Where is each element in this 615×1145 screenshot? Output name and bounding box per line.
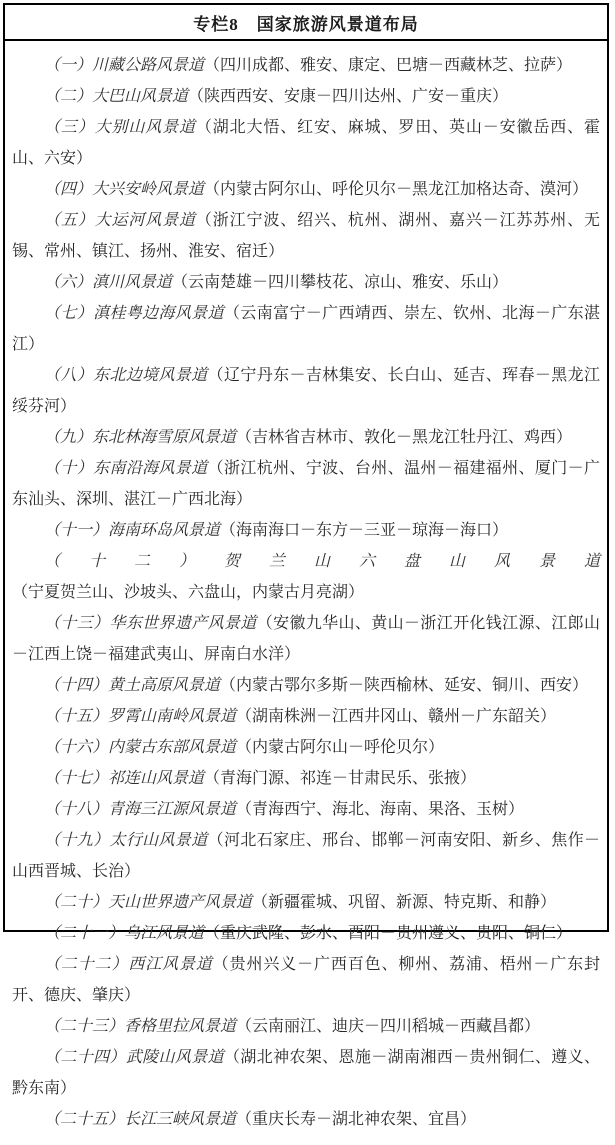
byway-route: （湖北大悟、红安、麻城、罗田、英山－安徽岳西、霍山、六安） bbox=[12, 119, 600, 167]
byway-name: 乌江风景道 bbox=[124, 925, 205, 942]
byway-item bbox=[12, 546, 600, 608]
panel-title: 专栏8 国家旅游风景道布局 bbox=[193, 14, 419, 34]
byway-index: （三） bbox=[44, 119, 95, 136]
byway-route: （重庆长寿－湖北神农架、宜昌） bbox=[236, 1111, 477, 1128]
byway-item bbox=[12, 205, 600, 267]
byway-name: 祁连山风景道 bbox=[108, 770, 205, 787]
byway-route: （安徽九华山、黄山－浙江开化钱江源、江郎山－江西上饶－福建武夷山、屏南白水洋） bbox=[12, 615, 600, 663]
byway-name: 长江三峡风景道 bbox=[124, 1111, 237, 1128]
byway-route: （新疆霍城、巩留、新源、特克斯、和静） bbox=[252, 894, 557, 911]
byway-index: （四） bbox=[44, 181, 93, 198]
byway-route: （青海门源、祁连－甘肃民乐、张掖） bbox=[204, 770, 477, 787]
byway-route: （河北石家庄、邢台、邯郸－河南安阳、新乡、焦作－山西晋城、长治） bbox=[12, 832, 600, 880]
byway-name: 太行山风景道 bbox=[109, 832, 208, 849]
byway-item bbox=[12, 81, 600, 112]
byway-index: （二） bbox=[44, 88, 93, 105]
byway-route: （云南丽江、迪庆－四川稻城－西藏昌都） bbox=[236, 1018, 541, 1035]
byway-name: 武陵山风景道 bbox=[125, 1049, 224, 1066]
byway-route: （云南富宁－广西靖西、崇左、钦州、北海－广东湛江） bbox=[12, 305, 600, 353]
byway-name: 罗霄山南岭风景道 bbox=[108, 708, 237, 725]
byway-item bbox=[12, 174, 600, 205]
byway-item bbox=[12, 112, 600, 174]
byway-route: （浙江宁波、绍兴、杭州、湖州、嘉兴－江苏苏州、无锡、常州、镇江、扬州、淮安、宿迁） bbox=[12, 212, 600, 260]
byway-name: 东南沿海风景道 bbox=[93, 460, 208, 477]
byway-item bbox=[12, 794, 600, 825]
byway-name: 黄土高原风景道 bbox=[108, 677, 221, 694]
byway-index: （十四） bbox=[44, 677, 109, 694]
byway-route: （海南海口－东方－三亚－琼海－海口） bbox=[220, 522, 509, 539]
byway-name: 华东世界遗产风景道 bbox=[109, 615, 257, 632]
byway-name: 大巴山风景道 bbox=[92, 88, 189, 105]
byway-name: 大运河风景道 bbox=[94, 212, 196, 229]
byway-item bbox=[12, 422, 600, 453]
byway-name: 海南环岛风景道 bbox=[108, 522, 221, 539]
byway-route: （内蒙古阿尔山、呼伦贝尔－黑龙江加格达奇、漠河） bbox=[204, 181, 589, 198]
byway-index: （十一） bbox=[44, 522, 109, 539]
byway-item bbox=[12, 1011, 600, 1042]
byway-index: （十三） bbox=[44, 615, 110, 632]
byway-index: （二十四） bbox=[44, 1049, 126, 1066]
byway-item bbox=[12, 360, 600, 422]
byway-route: （贵州兴义－广西百色、柳州、荔浦、梧州－广东封开、德庆、肇庆） bbox=[12, 956, 600, 1004]
byway-item bbox=[12, 50, 600, 81]
byway-name: 香格里拉风景道 bbox=[124, 1018, 237, 1035]
byway-item bbox=[12, 887, 600, 918]
byway-index: （十六） bbox=[44, 739, 109, 756]
byway-index: （二十二） bbox=[44, 956, 129, 973]
byway-index: （六） bbox=[44, 274, 93, 291]
byway-route: （陕西西安、安康－四川达州、广安－重庆） bbox=[188, 88, 509, 105]
byway-index: （二十五） bbox=[44, 1111, 125, 1128]
byway-route: （湖南株洲－江西井冈山、赣州－广东韶关） bbox=[236, 708, 557, 725]
byway-index: （十七） bbox=[44, 770, 109, 787]
byway-item bbox=[12, 515, 600, 546]
byway-index: （八） bbox=[44, 367, 94, 384]
byway-index: （十五） bbox=[44, 708, 109, 725]
byway-index: （七） bbox=[44, 305, 94, 322]
byway-index: （十九） bbox=[44, 832, 110, 849]
byway-name: 大别山风景道 bbox=[94, 119, 196, 136]
byway-index: （十八） bbox=[44, 801, 109, 818]
byway-item bbox=[12, 732, 600, 763]
byway-name: 贺兰山六盘山风景道 bbox=[224, 553, 600, 570]
byway-name: 天山世界遗产风景道 bbox=[108, 894, 253, 911]
byway-index: （二十） bbox=[44, 894, 109, 911]
byway-item bbox=[12, 608, 600, 670]
byway-name: 滇川风景道 bbox=[92, 274, 173, 291]
byway-item bbox=[12, 825, 600, 887]
byway-route: （吉林省吉林市、敦化－黑龙江牡丹江、鸡西） bbox=[236, 429, 573, 446]
byway-route: （云南楚雄－四川攀枝花、凉山、雅安、乐山） bbox=[172, 274, 509, 291]
byway-name: 东北林海雪原风景道 bbox=[92, 429, 237, 446]
byway-route: （青海西宁、海北、海南、果洛、玉树） bbox=[236, 801, 525, 818]
byway-item bbox=[12, 949, 600, 1011]
byway-name: 青海三江源风景道 bbox=[108, 801, 237, 818]
byway-name: 川藏公路风景道 bbox=[92, 57, 205, 74]
byway-item bbox=[12, 267, 600, 298]
byway-index: （五） bbox=[44, 212, 95, 229]
byway-index: （一） bbox=[44, 57, 93, 74]
byway-name: 大兴安岭风景道 bbox=[92, 181, 205, 198]
byway-index: （二十一） bbox=[44, 925, 125, 942]
byway-index: （十二） bbox=[44, 553, 224, 570]
byway-route: （浙江杭州、宁波、台州、温州－福建福州、厦门－广东汕头、深圳、湛江－广西北海） bbox=[12, 460, 600, 508]
byway-item bbox=[12, 670, 600, 701]
byway-item bbox=[12, 1042, 600, 1104]
byway-item bbox=[12, 298, 600, 360]
byway-item bbox=[12, 1104, 600, 1135]
panel-header bbox=[5, 5, 607, 41]
byway-item bbox=[12, 918, 600, 949]
byway-route: （重庆武隆、彭水、酉阳－贵州遵义、贵阳、铜仁） bbox=[204, 925, 573, 942]
byway-list bbox=[5, 41, 607, 1145]
byway-index: （十） bbox=[44, 460, 94, 477]
byway-route: （宁夏贺兰山、沙坡头、六盘山，内蒙古月亮湖） bbox=[12, 584, 365, 601]
byway-index: （九） bbox=[44, 429, 93, 446]
byway-route: （辽宁丹东－吉林集安、长白山、延吉、珲春－黑龙江绥芬河） bbox=[12, 367, 600, 415]
byway-route: （内蒙古阿尔山－呼伦贝尔） bbox=[236, 739, 445, 756]
byway-route: （湖北神农架、恩施－湖南湘西－贵州铜仁、遵义、黔东南） bbox=[12, 1049, 600, 1097]
byway-index: （二十三） bbox=[44, 1018, 125, 1035]
byway-route: （内蒙古鄂尔多斯－陕西榆林、延安、铜川、西安） bbox=[220, 677, 589, 694]
byway-name: 内蒙古东部风景道 bbox=[108, 739, 237, 756]
byway-route: （四川成都、雅安、康定、巴塘－西藏林芝、拉萨） bbox=[204, 57, 573, 74]
scenic-byway-panel bbox=[3, 3, 609, 1128]
byway-item bbox=[12, 701, 600, 732]
byway-name: 东北边境风景道 bbox=[93, 367, 208, 384]
byway-item bbox=[12, 453, 600, 515]
byway-item bbox=[12, 763, 600, 794]
byway-name: 滇桂粤边海风景道 bbox=[93, 305, 224, 322]
byway-name: 西江风景道 bbox=[128, 956, 213, 973]
